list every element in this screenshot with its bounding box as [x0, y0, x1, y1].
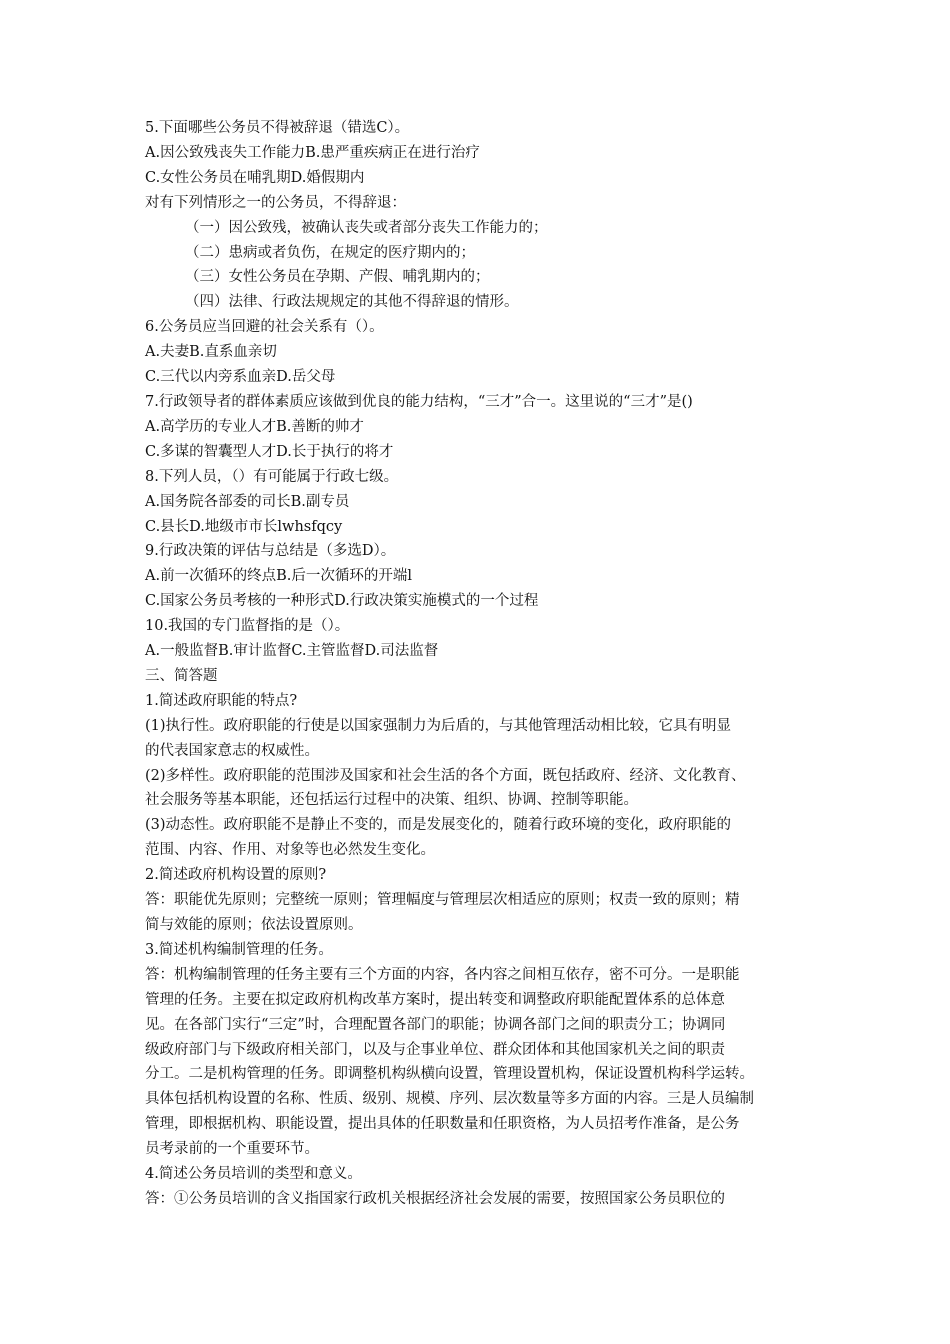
option-line: C.女性公务员在哺乳期D.婚假期内 [145, 169, 365, 186]
answer-line: 见。在各部门实行“三定”时，合理配置各部门的职能；协调各部门之间的职责分工；协调同 [145, 1016, 726, 1033]
answer-line: 级政府部门与下级政府相关部门，以及与企事业单位、群众团体和其他国家机关之间的职责 [145, 1041, 725, 1058]
answer-line: (2)多样性。政府职能的范围涉及国家和社会生活的各个方面，既包括政府、经济、文化教育、 [145, 767, 746, 784]
option-line: A.夫妻B.直系血亲切 [145, 344, 277, 361]
question-6: 6.公务员应当回避的社会关系有（）。 [145, 319, 384, 336]
question-8: 8.下列人员，（）有可能属于行政七级。 [145, 468, 399, 485]
answer-line: 分工。二是机构管理的任务。即调整机构纵横向设置，管理设置机构，保证设置机构科学运转。 [145, 1066, 754, 1083]
section-heading: 三、简答题 [145, 667, 218, 684]
option-line: A.前一次循环的终点B.后一次循环的开端l [145, 568, 412, 585]
answer-line: 管理，即根据机构、职能设置，提出具体的任职数量和任职资格，为人员招考作准备，是公务 [145, 1116, 740, 1133]
answer-line: (1)执行性。政府职能的行使是以国家强制力为后盾的，与其他管理活动相比较，它具有明显 [145, 717, 732, 734]
short-answer-question-4: 4.简述公务员培训的类型和意义。 [145, 1166, 362, 1183]
option-line: C.三代以内旁系血亲D.岳父母 [145, 369, 336, 386]
explanation-item: （三）女性公务员在孕期、产假、哺乳期内的； [185, 269, 490, 286]
short-answer-question-2: 2.简述政府机构设置的原则? [145, 867, 327, 884]
answer-line: 范围、内容、作用、对象等也必然发生变化。 [145, 842, 435, 859]
explanation-item: （二）患病或者负伤，在规定的医疗期内的； [185, 244, 475, 261]
document-body [145, 116, 815, 1212]
option-line: C.国家公务员考核的一种形式D.行政决策实施模式的一个过程 [145, 593, 539, 610]
option-line: A.一般监督B.审计监督C.主管监督D.司法监督 [145, 643, 439, 660]
option-line: A.国务院各部委的司长B.副专员 [145, 493, 350, 510]
answer-line: 答：①公务员培训的含义指国家行政机关根据经济社会发展的需要，按照国家公务员职位的 [145, 1190, 725, 1207]
short-answer-question-3: 3.简述机构编制管理的任务。 [145, 941, 333, 958]
answer-line: 答：职能优先原则；完整统一原则；管理幅度与管理层次相适应的原则；权责一致的原则；精 [145, 892, 740, 909]
answer-line: 管理的任务。主要在拟定政府机构改革方案时，提出转变和调整政府职能配置体系的总体意 [145, 991, 725, 1008]
explanation-line: 对有下列情形之一的公务员，不得辞退： [145, 194, 406, 211]
short-answer-question-1: 1.简述政府职能的特点? [145, 692, 298, 709]
question-7: 7.行政领导者的群体素质应该做到优良的能力结构，“三才”合一。这里说的“三才”是() [145, 393, 693, 410]
explanation-item: （四）法律、行政法规规定的其他不得辞退的情形。 [185, 294, 519, 311]
answer-line: 社会服务等基本职能，还包括运行过程中的决策、组织、协调、控制等职能。 [145, 792, 638, 809]
option-line: A.因公致残丧失工作能力B.患严重疾病正在进行治疗 [145, 144, 480, 161]
answer-line: 员考录前的一个重要环节。 [145, 1141, 319, 1158]
answer-line: 具体包括机构设置的名称、性质、级别、规模、序列、层次数量等多方面的内容。三是人员编制 [145, 1091, 754, 1108]
question-10: 10.我国的专门监督指的是（）。 [145, 618, 350, 635]
answer-line: 的代表国家意志的权威性。 [145, 742, 319, 759]
question-9: 9.行政决策的评估与总结是（多选D）。 [145, 543, 396, 560]
option-line: C.多谋的智囊型人才D.长于执行的将才 [145, 443, 394, 460]
explanation-item: （一）因公致残，被确认丧失或者部分丧失工作能力的； [185, 219, 548, 236]
answer-line: 答：机构编制管理的任务主要有三个方面的内容，各内容之间相互依存，密不可分。一是职能 [145, 966, 740, 983]
option-line: C.县长D.地级市市长lwhsfqcy [145, 518, 343, 535]
answer-line: (3)动态性。政府职能不是静止不变的，而是发展变化的，随着行政环境的变化，政府职能的 [145, 817, 732, 834]
question-5: 5.下面哪些公务员不得被辞退（错选C）。 [145, 120, 410, 136]
answer-line: 简与效能的原则；依法设置原则。 [145, 917, 363, 933]
option-line: A.高学历的专业人才B.善断的帅才 [145, 418, 364, 435]
